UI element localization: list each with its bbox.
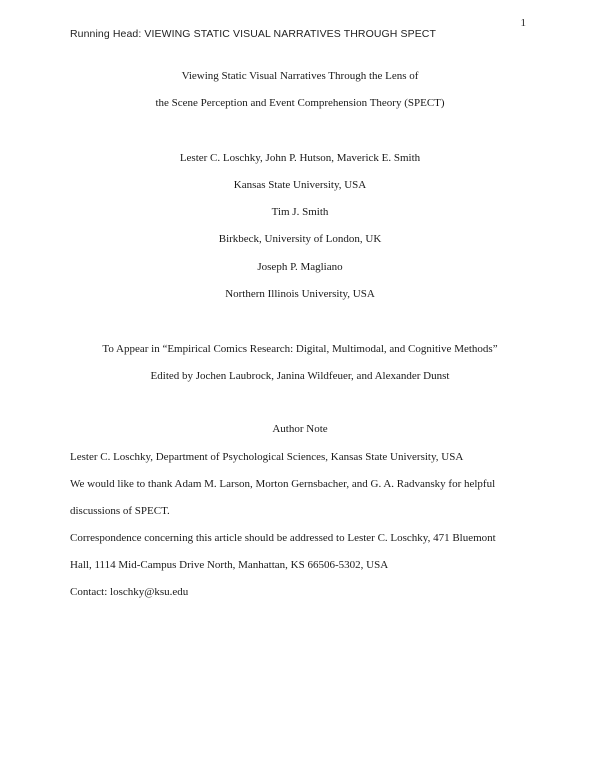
running-head: Running Head: VIEWING STATIC VISUAL NARRATIVES THROUGH SPECT <box>70 28 437 40</box>
title-line-2: the Scene Perception and Event Comprehension Theory (SPECT) <box>155 97 445 109</box>
title-line-1: Viewing Static Visual Narratives Through the Lens of <box>181 70 419 82</box>
contact-email: Contact: loschky@ksu.edu <box>70 586 189 598</box>
author-names: Tim J. Smith <box>271 206 329 218</box>
author-note-line: Hall, 1114 Mid-Campus Drive North, Manhattan, KS 66506-5302, USA <box>70 559 389 571</box>
author-affiliation: Birkbeck, University of London, UK <box>218 233 382 245</box>
author-names: Lester C. Loschky, John P. Hutson, Maverick E. Smith <box>179 152 421 164</box>
author-note-line: We would like to thank Adam M. Larson, Morton Gernsbacher, and G. A. Radvansky for helpful <box>70 478 496 490</box>
author-note-line: Lester C. Loschky, Department of Psychological Sciences, Kansas State University, USA <box>70 451 464 463</box>
author-names: Joseph P. Magliano <box>257 261 343 273</box>
author-note-heading: Author Note <box>272 423 328 435</box>
publication-editors: Edited by Jochen Laubrock, Janina Wildfeuer, and Alexander Dunst <box>150 370 450 382</box>
author-note-line: Correspondence concerning this article should be addressed to Lester C. Loschky, 471 Bluemont <box>70 532 496 544</box>
author-affiliation: Kansas State University, USA <box>233 179 367 191</box>
publication-venue: To Appear in “Empirical Comics Research: Digital, Multimodal, and Cognitive Methods” <box>102 343 498 355</box>
author-affiliation: Northern Illinois University, USA <box>225 288 375 300</box>
page-number: 1 <box>520 17 526 29</box>
author-note-line: discussions of SPECT. <box>70 505 170 517</box>
